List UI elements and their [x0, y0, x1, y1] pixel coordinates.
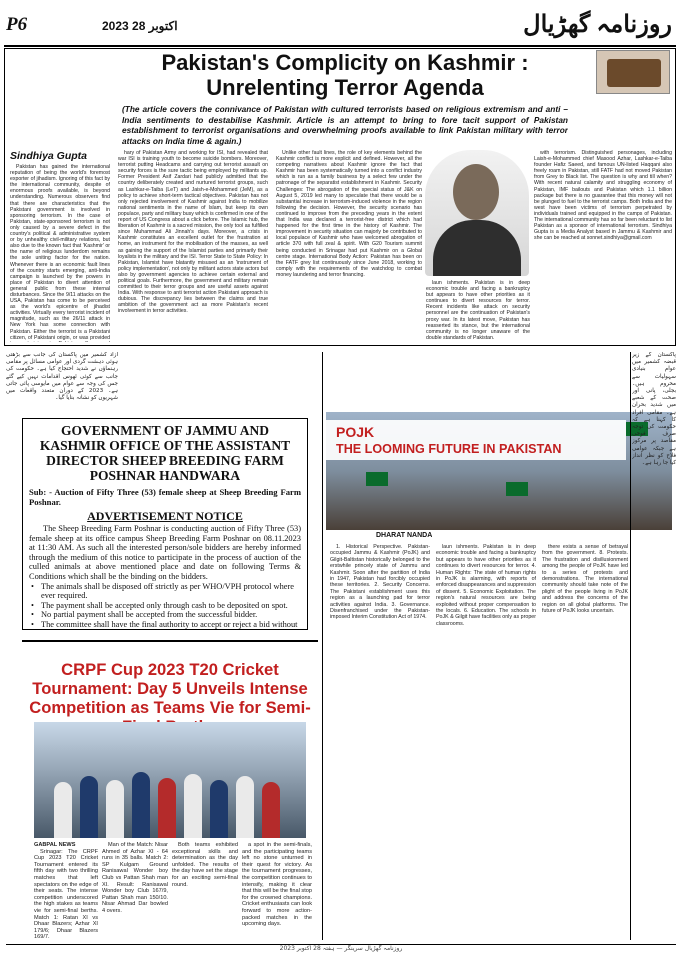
- advert-body-text: The Sheep Breeding Farm Poshnar is conducting auction of Fifty Three (53) female sheep at its office campus Sheep Breeding Farm Poshnar on 08.11.2023 at 11:30 AM. As such all the interested person/sole bidders are hereby informed through the medium of this notice to participate in the process of auction of the culled animals at above mentioned place and date on following Terms & Conditions which shall be the binding on the bidders.: [29, 524, 301, 581]
- feature-col4-text: laun ishments. Pakistan is in deep economic trouble and facing a bankruptcy but appears to have other priorities as it continues to divert resources for terror. Recent incidents like attack on security personnel are the continuation of Pakistan's proxy war. In its latest move, Pakistan has reasserted its stance, but the international community is no longer unaware of the double standards of Pakistan.: [426, 280, 530, 341]
- cricket-col2-text: Man of the Match: Nisar Ahmed of Azhar XI - 64 runs in 35 balls. Match 2: SP Kulgam Ground Ranisawal Wonder boy Club vs Pattan Shah man XI. Result: Ranisawal Wonder boy Club 167/9, Pattan Shah man 150/10. Nisar Ahmad Dar bowled 4 overs.: [102, 842, 168, 914]
- column-divider: [322, 352, 323, 940]
- pojk-title: POJK: [336, 424, 375, 440]
- feature-title: [110, 50, 580, 100]
- pojk-column-2: [436, 544, 536, 940]
- urdu-news-left-top: آزاد کشمیر میں پاکستان کی جانب سے بڑھتی ہوئی دہشت گردی اور عوامی مسائل پر مقامی رہنماؤں نے شدید احتجاج کیا ہے۔ حکومت کی جانب سے کوئی ٹھوس اقدامات نہیں کیے گئے جس کی وجہ سے عوام میں مایوسی پائی جاتی ہے۔ 2023 کے دوران متعدد واقعات میں شہریوں کو نشانہ بنایا گیا۔: [6, 352, 118, 402]
- feature-column-4: [426, 280, 530, 342]
- pojk-column-3: [542, 544, 628, 940]
- feature-column-5: [534, 150, 672, 342]
- masthead: روزنامہ گھڑیال: [523, 12, 672, 38]
- cricket-headline: CRPF Cup 2023 T20 Cricket Tournament: Day 5 Unveils Intense Competition as Teams Vie for Semi-: [29, 660, 311, 717]
- pojk-col1-text: 1. Historical Perspective. Pakistan-occupied Jammu & Kashmir (PoJK) and Gilgit-Baltistan historically belonged to the erstwhile princely state of Jammu and Kashmir. Soon after the partition of India in 1947, Pakistan had forcibly occupied these territories. 2. Security Concerns. The Pakistani establishment uses this region as a launching pad for terror activities against India. 3. Governance. Disenfranchised under the Pakistan-imposed Interim Constitution Act of 1974.: [330, 544, 430, 621]
- pojk-byline: DHARAT NANDA: [376, 532, 433, 539]
- page-number: P6: [6, 14, 28, 35]
- feature-title-line2: Unrelenting Terror Agenda: [206, 75, 484, 100]
- cricket-rule: [22, 640, 318, 642]
- urdu-news-right: پاکستان کے زیر قبضہ کشمیر میں عوام بنیادی سہولیات سے محروم ہیں۔ بجلی، پانی اور صحت کے شعبے میں شدید بحران ہے۔ مقامی افراد کا کہنا ہے کہ حکومت کی توجہ صرف فوجی مقاصد پر مرکوز ہے جبکہ عوامی فلاح کو نظر انداز کیا جا رہا ہے۔: [632, 352, 676, 467]
- feature-col2-text: hary of Pakistan Army and working for ISI, had revealed that war ISI is training youth to become suicide bombers. Moreover, terrorist putting Headcams and carrying out terrorist assault on security forces is the sure tactic being employed by militants up. Former President Asif Zardari had publicly admitted that the country deliberately created and nurtured terrorist groups, such as Lashkar-e-Taiba (LeT) and Jaish-e-Mohammed (JeM), as a policy to achieve short-term tactical objectives. Pakistan has not only rejected involvement of Kashmir against India to mobilize national sentiments in the name of Islam, but keep its own populace, party and military busy which is confirmed in one of the report of US Congress about a click before. The Islamic hub, the liberation of Kashmir is a sacred mission, the only tool as fulfilled since Muhammad Ali Jinnah's days. Moreover, a crisis in Kashmir constitutes an excellent outlet for the frustration at home, an instrument for the mobilisation of the masses, as well as gaining the support of the Islamist parties and primarily their loyalists in the military and the ISI. Terror State to State Policy: In Pakistan, Islamist have blatantly misused as an 'instrument of policy implementation', not only by militant actors state actors but also by government agencies to achieve certain external and political goals. Furthermore, the government and military remain committed to their terror groups and are useful assets against India. With response to anti terrorist action Pakistani approach is dubious. The discrepancy lies between the claims and true ambition of the government act as more Pakistan's recent involvement in terror activities.: [118, 150, 268, 315]
- advert-condition: • The committee shall have the final authority to accept or reject a bid without: [29, 620, 301, 630]
- feature-col3-text: Unlike other fault lines, the role of key elements behind the Kashmir conflict is more explicit and defined. However, all the competing narratives about Kashmir ignore the fact that Kashmir has been systematically turned into a conflict industry which is run as a family business by a select few under the patronage of the separatist establishment in Kashmir. Security Challenges: The abrogation of the special status of J&K on August 5, 2019 led many to speculate that there would be a substantial increase in terrorism-induced violence in the region following the decision. However, the security scenario has continued to improve from the preceding years in the extent that India was declared a terrorist-free district which had happened for the first time in the history of Kashmir. The improvement in security situation can majorly be contributed to local populace of Kashmir who have welcomed abrogation of article 370 with full zeal & spirit. With G20 Tourism summit being conducted in Srinagar had put Kashmir on a Global centre stage. International Body Action: Pakistan has been on the FATF grey list continuously since June 2018, working to comply with the requirements of the watchdog to combat money laundering and terror financing.: [276, 150, 422, 278]
- advert-subject: Sub: - Auction of Fifty Three (53) female sheep at Sheep Breeding Farm Poshnar.: [29, 487, 301, 507]
- logo-badge: [596, 50, 670, 94]
- pojk-col3-text: there exists a sense of betrayal from the government. 8. Protests. The frustration and disillusionment among the people of PoJK have led to a series of protests and demonstrations. The international community should take note of the plight of the people living in PoJK and address the concerns of the region on all global platforms. The future of PoJK looks uncertain.: [542, 544, 628, 615]
- feature-intro: (The article covers the connivance of Pakistan with cultured terrorists based on religious extremism and anti – India sentiments to destabilise Kashmir. Article is an attempt to bring to fore tacit support of Pakistan establishment to terrorist organisations and overwhelming proofs available to link Pakistan military with terror attacks on India time & again.): [122, 104, 568, 146]
- advert-notice-title: ADVERTISEMENT NOTICE: [87, 509, 243, 523]
- advert-heading: GOVERNMENT OF JAMMU AND KASHMIR OFFICE OF THE ASSISTANT DIRECTOR SHEEP BREEDING FARM POSHNAR HANDWARA: [39, 423, 291, 483]
- feature-photo: [425, 150, 529, 276]
- feature-column-3: [276, 150, 422, 342]
- cricket-col3-text: Both teams exhibited exceptional skills and determination as the day unfolded. The results of the day have set the stage for an exciting semi-final round.: [172, 842, 238, 888]
- column-divider: [630, 352, 631, 940]
- cricket-dateline: GABPAL NEWS: [34, 842, 76, 848]
- advert-condition: • The payment shall be accepted only through cash to be deposited on spot.: [29, 601, 301, 611]
- cricket-column-1: [34, 842, 98, 942]
- feature-column-1: [10, 164, 110, 342]
- issue-date: 2023 28 اکتوبر: [102, 19, 178, 33]
- pojk-col2-text: laun ishments. Pakistan is in deep economic trouble and facing a bankruptcy but appears to have other priorities as it continues to divert resources for terror. 4. Human Rights: The state of human rights in PoJK is alarming, with reports of enforced disappearances and suppression of dissent. 5. Economic Exploitation. The region's natural resources are being exploited without proper compensation to the locals. 6. Education. The schools in PoJK & Gilgit have facilities only as proper classrooms.: [436, 544, 536, 627]
- feature-col1-text: Pakistan has gained the international reputation of being the world's foremost exporter of jihadism. Ignoring of this fact by the international community, despite of enormous proofs available, is beyond understanding. Numerous observers find that there are characteristics that the Pakistani government is involved in sponsoring terrorism. In the case of Pakistan, state-sponsored terrorism is not only caused by a severe defect in the country's political & administrative system or by unhealthy civil-military relations, but also due to the known fact that 'Kashmir' or the name of religious lunderdom remains the sole uniting factor for the nation. Whenever there is an economic fault lines of the country starts emerging, anti-India campaign is launched by the powers in place of Pakistan to divert attention of general public from these internal disturbances. Since the 9/11 attacks on the USA, Pakistan has come to be perceived as the world's epicentre of jihadist activities. Virtually every terrorist incident of magnitude, such as the 26/11 attack in New York has some connection with Pakistan. Either the terrorist is a Pakistani citizen, of Pakistani origin, or was provided: [10, 164, 110, 341]
- feature-byline: Sindhiya Gupta: [10, 150, 88, 162]
- advert-body: [29, 524, 301, 582]
- footer-strip: روزنامہ گھڑیال سرینگر — ہفتہ 28 اکتوبر 2023: [6, 944, 676, 958]
- feature-title-line1: Pakistan's Complicity on Kashmir :: [161, 50, 529, 75]
- pojk-subtitle: THE LOOMING FUTURE IN PAKISTAN: [336, 442, 562, 456]
- advert-condition: • No partial payment shall be accepted from the successful bidder.: [29, 610, 301, 620]
- cricket-column-3: [172, 842, 238, 942]
- cricket-col1-text: Srinagar: The CRPF Cup 2023 T20 Cricket Tournament entered its fifth day with two thrilling matches that left spectators on the edge of their seats. The intense competition underscored the high stakes as teams vie for semi-final berths. Match 1: Ratan XI vs Dhaar Blazers; Azhar XI 179/6; Dhaar Blazers 169/7.: [34, 848, 98, 941]
- cricket-column-2: [102, 842, 168, 942]
- cricket-photo: [34, 722, 306, 838]
- feature-col5-text: with terrorism. Distinguished personages, including Laish-e-Mohammed chief Masood Azhar, Lashkar-e-Taiba founder Hafiz Saeed, and famous UN-listed Haqqani also freely roam in Pakistan, still FATF had not moved Pakistan from Grey to Black list. The question is why and till when? With recent natural calamity and struggling economy of Pakistan, IMF bailouts and Pakistan which 1.1 billion package but there is no guarantee that this money will not be plunged to fuel to the terrorist camps. Both India and the west have been victims of terrorism perpetrated by individuals trained and equipped in the camps of Pakistan. The international community has so far been reluctant to list Pakistan as a sponsor of international terrorism. Sindhiya Gupta is a Media Analyst based in Jammu & Kashmir and she can be reached at sonnet.sindhiya@gmail.com: [534, 150, 672, 242]
- cricket-col4-text: a spot in the semi-finals, and the participating teams left no stone unturned in their quest for victory. As the tournament progresses, the competition continues to intensify, making it clear that this will be the final stop for the crowned champions. Cricket enthusiasts can look forward to more action-packed matches in the upcoming days.: [242, 842, 312, 928]
- header-rule: [4, 45, 676, 47]
- advert-condition: • The animals shall be disposed off strictly as per WHO/VPH protocol where ever required.: [29, 582, 301, 601]
- cricket-column-4: [242, 842, 312, 942]
- feature-column-2: [118, 150, 268, 342]
- advertisement-notice: [22, 418, 308, 630]
- pojk-column-1: [330, 544, 430, 940]
